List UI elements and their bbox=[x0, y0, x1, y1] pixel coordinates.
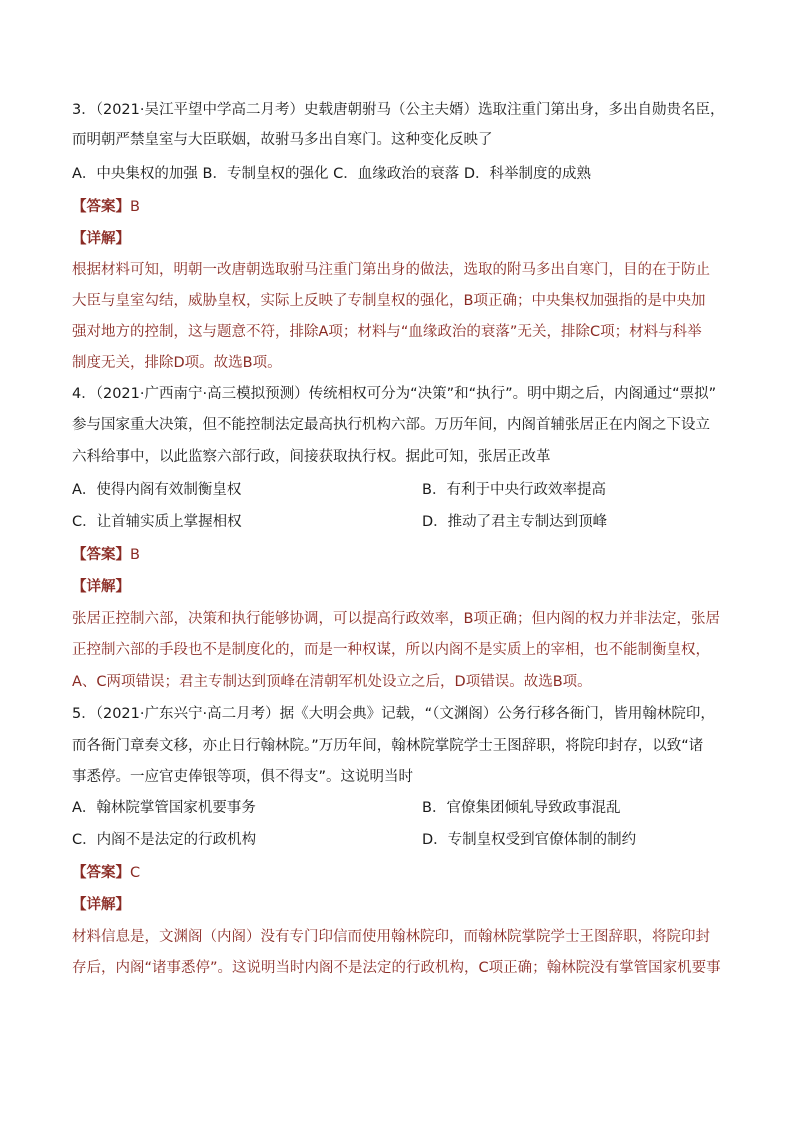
question-5-options-row-1 bbox=[72, 798, 722, 818]
answer-tag: 【答案】 bbox=[72, 199, 130, 215]
question-3-answer bbox=[72, 197, 140, 217]
option-a: A．翰林院掌管国家机要事务 bbox=[72, 800, 256, 816]
question-5-answer bbox=[72, 863, 140, 883]
question-4-explanation-line-2: 正控制六部的手段也不是制度化的，而是一种权谋，所以内阁不是实质上的宰相，也不能制衡皇权， bbox=[72, 642, 710, 658]
answer-tag: 【答案】 bbox=[72, 547, 130, 563]
question-3-stem-line-1: 3．（2021·吴江平望中学高二月考）史载唐朝驸马（公主夫婿）选取注重门第出身，多出自勋贵名臣， bbox=[72, 102, 725, 118]
question-3-options: A．中央集权的加强 B．专制皇权的强化 C．血缘政治的衰落 D．科举制度的成熟 bbox=[72, 166, 591, 182]
question-4-detail-tag: 【详解】 bbox=[72, 579, 130, 595]
question-5-options-row-2 bbox=[72, 830, 722, 850]
question-4-answer bbox=[72, 545, 140, 565]
option-c: C．内阁不是法定的行政机构 bbox=[72, 832, 257, 848]
question-4-explanation-line-3: A、C两项错误；君主专制达到顶峰在清朝军机处设立之后，D项错误。故选B项。 bbox=[72, 674, 592, 690]
question-4-options-row-1 bbox=[72, 480, 722, 500]
question-3-explanation-line-4: 制度无关，排除D项。故选B项。 bbox=[72, 355, 282, 371]
answer-value: B bbox=[130, 547, 140, 563]
option-d: D．推动了君主专制达到顶峰 bbox=[422, 514, 608, 530]
question-4-explanation-line-1: 张居正控制六部，决策和执行能够协调，可以提高行政效率，B项正确；但内阁的权力并非法定，张居 bbox=[72, 611, 720, 627]
question-4-stem-line-1: 4．（2021·广西南宁·高三模拟预测）传统相权可分为“决策”和“执行”。明中期之后，内阁通过“票拟” bbox=[72, 386, 717, 402]
question-3-explanation-line-1: 根据材料可知，明朝一改唐朝选取驸马注重门第出身的做法，选取的附马多出自寒门，目的在于防止 bbox=[72, 262, 710, 278]
question-4-stem-line-3: 六科给事中，以此监察六部行政，间接获取执行权。据此可知，张居正改革 bbox=[72, 449, 551, 465]
option-d: D．专制皇权受到官僚体制的制约 bbox=[422, 832, 637, 848]
option-b: B．有利于中央行政效率提高 bbox=[422, 482, 606, 498]
question-4-stem-line-2: 参与国家重大决策，但不能控制法定最高执行机构六部。万历年间，内阁首辅张居正在内阁之下设立 bbox=[72, 417, 710, 433]
question-3-explanation-line-3: 强对地方的控制，这与题意不符，排除A项；材料与“血缘政治的衰落”无关，排除C项；材料与科举 bbox=[72, 324, 702, 340]
option-c: C．让首辅实质上掌握相权 bbox=[72, 514, 242, 530]
question-5-stem-line-1: 5．（2021·广东兴宁·高二月考）据《大明会典》记载，“（文渊阁）公务行移各衙门，皆用翰林院印， bbox=[72, 706, 715, 722]
answer-tag: 【答案】 bbox=[72, 865, 130, 881]
option-b: B．官僚集团倾轧导致政事混乱 bbox=[422, 800, 621, 816]
answer-value: C bbox=[130, 865, 141, 881]
question-3-detail-tag: 【详解】 bbox=[72, 231, 130, 247]
question-5-stem-line-3: 事悉停。一应官吏俸银等项，俱不得支”。这说明当时 bbox=[72, 769, 414, 785]
question-5-explanation-line-1: 材料信息是，文渊阁（内阁）没有专门印信而使用翰林院印，而翰林院掌院学士王图辞职，将院印封 bbox=[72, 929, 710, 945]
question-5-detail-tag: 【详解】 bbox=[72, 897, 130, 913]
question-5-stem-line-2: 而各衙门章奏文移，亦止日行翰林院。”万历年间，翰林院掌院学士王图辞职，将院印封存，以致“诸 bbox=[72, 738, 704, 754]
option-a: A．使得内阁有效制衡皇权 bbox=[72, 482, 242, 498]
question-3-stem-line-2: 而明朝严禁皇室与大臣联姻，故驸马多出自寒门。这种变化反映了 bbox=[72, 132, 493, 148]
question-3-explanation-line-2: 大臣与皇室勾结，威胁皇权，实际上反映了专制皇权的强化，B项正确；中央集权加强指的是中央加 bbox=[72, 293, 706, 309]
question-4-options-row-2 bbox=[72, 512, 722, 532]
question-5-explanation-line-2: 存后，内阁“诸事悉停”。这说明当时内阁不是法定的行政机构，C项正确；翰林院没有掌管国家机要事 bbox=[72, 960, 721, 976]
answer-value: B bbox=[130, 199, 140, 215]
